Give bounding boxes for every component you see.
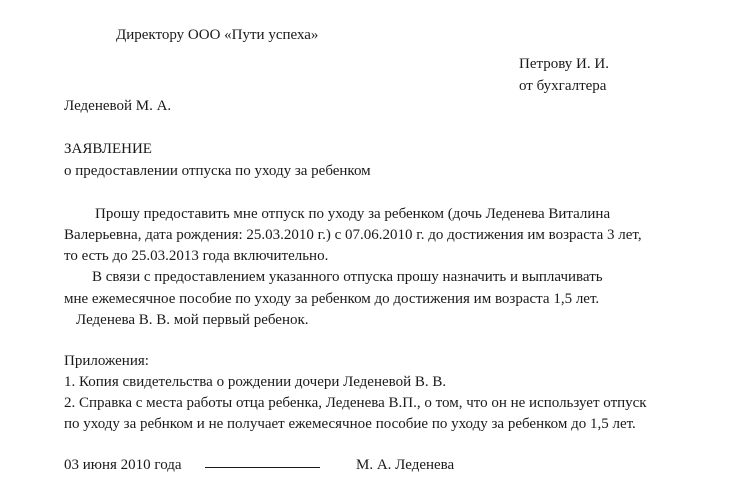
document-subject: о предоставлении отпуска по уходу за ребенком	[64, 163, 371, 179]
recipient-name: Петрову И. И.	[519, 56, 609, 72]
attachment-item-1: 1. Копия свидетельства о рождении дочери Леденевой В. В.	[64, 374, 447, 390]
sender-name: Леденевой М. А.	[64, 98, 172, 114]
body-line-4: В связи с предоставлением указанного отпуска прошу назначить и выплачивать	[92, 269, 603, 285]
body-line-5: мне ежемесячное пособие по уходу за ребенком до достижения им возраста 1,5 лет.	[64, 291, 600, 307]
attachment-item-2: 2. Справка с места работы отца ребенка, Леденева В.П., о том, что он не использует отпуск	[64, 395, 647, 411]
addressee-line: Директору ООО «Пути успеха»	[116, 27, 319, 43]
attachment-item-3: по уходу за ребнком и не получает ежемесячное пособие по уходу за ребенком до 1,5 лет.	[64, 416, 636, 432]
document-title: ЗАЯВЛЕНИЕ	[64, 141, 152, 157]
body-line-1: Прошу предоставить мне отпуск по уходу за ребенком (дочь Леденева Виталина	[95, 206, 611, 222]
sender-department: от бухгалтера	[519, 78, 607, 94]
body-line-6: Леденева В. В. мой первый ребенок.	[76, 312, 309, 328]
body-line-2: Валерьевна, дата рождения: 25.03.2010 г.) с 07.06.2010 г. до достижения им возраста 3 лет,	[64, 227, 642, 243]
body-line-3: то есть до 25.03.2013 года включительно.	[64, 248, 329, 264]
signature-line	[205, 467, 320, 468]
document-date: 03 июня 2010 года	[64, 457, 182, 473]
signature-name: М. А. Леденева	[356, 457, 455, 473]
attachments-heading: Приложения:	[64, 353, 149, 369]
